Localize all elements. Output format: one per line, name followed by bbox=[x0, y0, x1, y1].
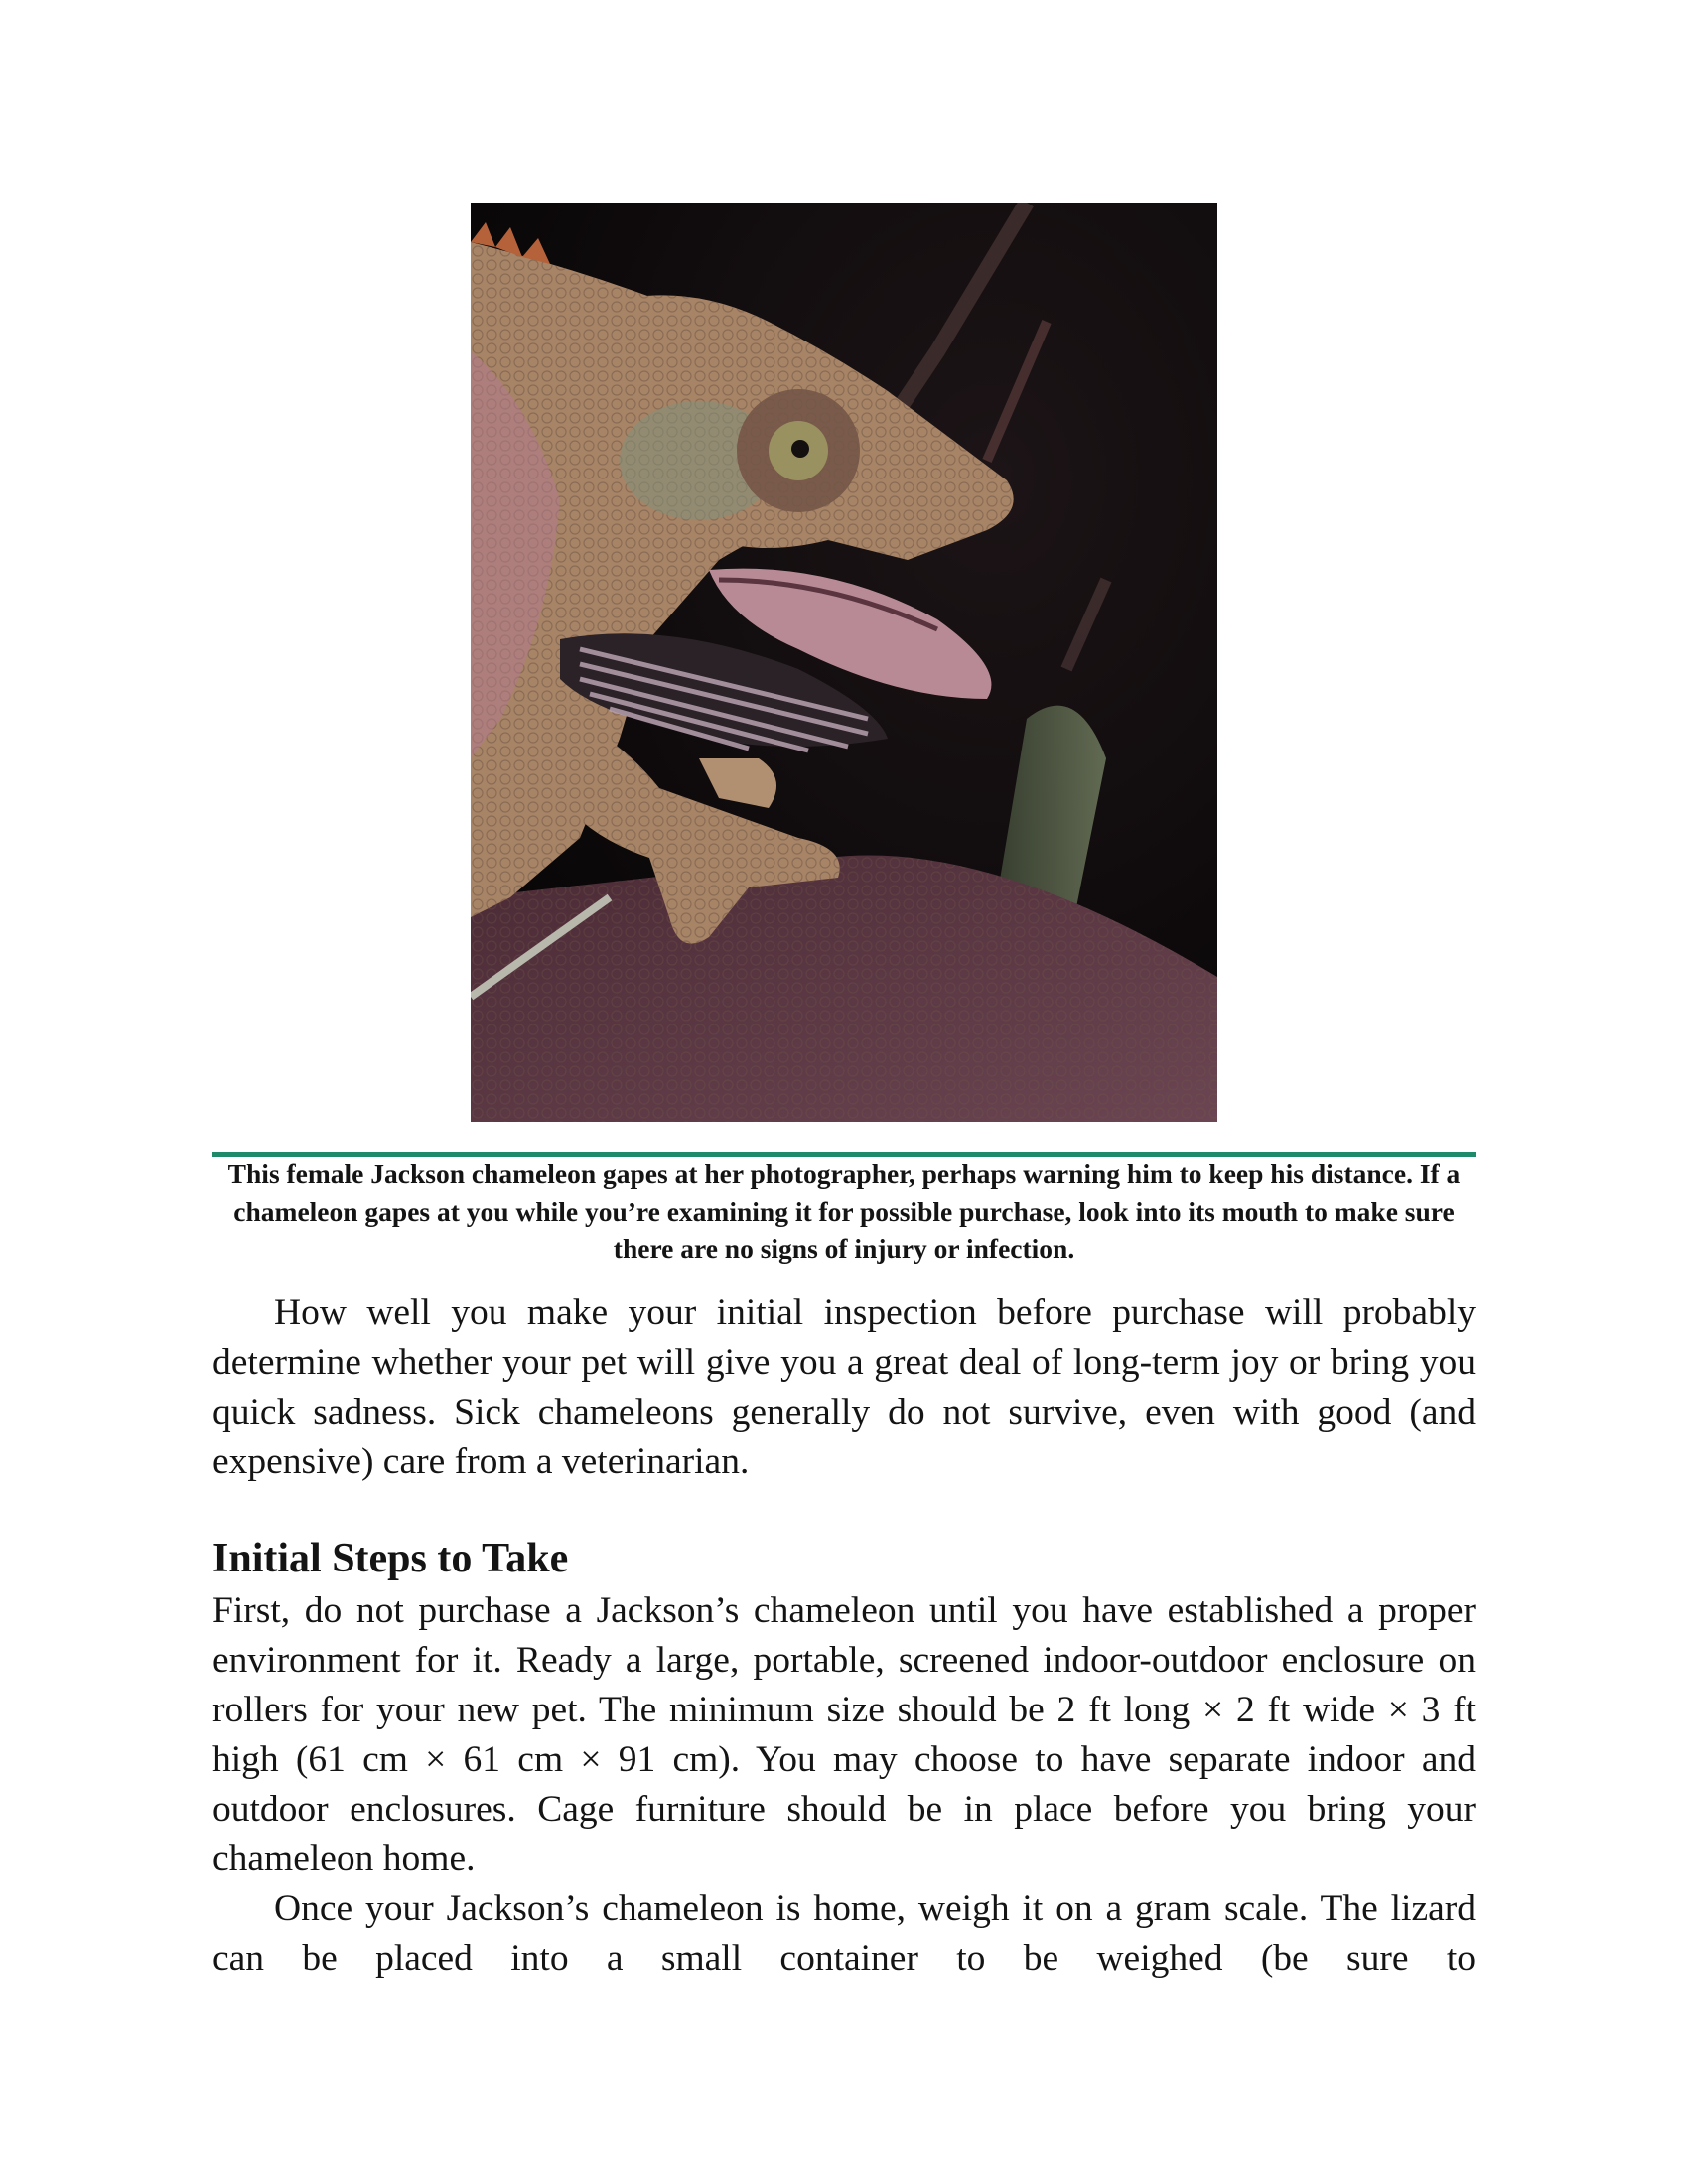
section-paragraph-1: First, do not purchase a Jackson’s chameleon until you have established a proper environment for it. Ready a large, portable, screened indoor-outdoor enclosure on rollers for your new pet. The minimum size should be 2 ft long × 2 ft wide × 3 ft high (61 cm × 61 cm × 91 cm). You may choose to have separate indoor and outdoor enclosures. Cage furniture should be in place before you bring your chameleon home. bbox=[212, 1590, 1476, 1879]
intro-paragraph: How well you make your initial inspection before purchase will probably determine whether your pet will give you a great deal of long-term joy or bring you quick sadness. Sick chameleons generally do not survive, even with good (and expensive) care from a veterinarian. bbox=[212, 1293, 1476, 1482]
figure-caption: This female Jackson chameleon gapes at her photographer, perhaps warning him to keep his distance. If a chameleon gapes at you while you’re examining it for possible purchase, look into its mouth to make sure there are no signs of injury or infection. bbox=[227, 1159, 1461, 1264]
chameleon-photo bbox=[471, 203, 1217, 1122]
chameleon-illustration bbox=[471, 203, 1217, 1122]
section-paragraph-2: Once your Jackson’s chameleon is home, weigh it on a gram scale. The lizard can be placed into a small container to be weighed (be sure to bbox=[212, 1888, 1476, 1979]
section-heading: Initial Steps to Take bbox=[212, 1536, 569, 1581]
